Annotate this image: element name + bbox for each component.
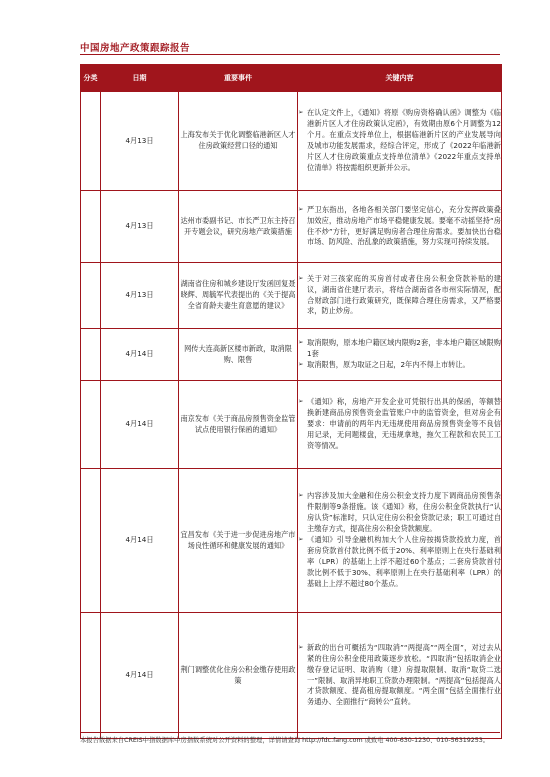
table-row (81, 381, 502, 469)
table-row (81, 92, 502, 191)
content-cell (298, 263, 502, 329)
content-bullet: ➢ 取消限购，原本地户籍区域内限购2套，非本地户籍区域限购1套 (298, 338, 501, 360)
table-row (81, 329, 502, 381)
content-cell (298, 191, 502, 263)
category-cell (81, 469, 101, 613)
category-cell (81, 263, 101, 329)
content-bullet: ➢ 《通知》称，房地产开发企业可凭银行出具的保函，等额替换新建商品房预售资金监管账户中的监管资金，但对房企有要求：申请前的两年内无违规使用商品房预售资金等不良信用记录，无问题楼盘，无违规拿地，拖欠工程款和农民工工资等情况。 (298, 397, 501, 452)
category-cell (81, 381, 101, 469)
event-cell: 宜昌发布《关于进一步促进房地产市场良性循环和健康发展的通知》 (179, 469, 298, 613)
event-cell: 湖南省住房和城乡建设厅发函回复聂晓辉、周毓军代表提出的《关于提高全省育龄夫妻生育意愿的建议》 (179, 263, 298, 329)
content-cell (298, 613, 502, 739)
content-bullet: ➢ 《通知》引导金融机构加大个人住房按揭贷款投放力度，首套房贷款首付款比例不低于20%、利率原则上在央行基础利率（LPR）的基础上上浮不超过60个基点；二套房贷款首付款比例不低于30%、利率原则上在央行基础利率（LPR）的基础上上浮不超过80个基点。 (298, 535, 501, 590)
header-event: 重要事件 (179, 65, 298, 92)
table-row (81, 263, 502, 329)
footer-divider (80, 732, 500, 733)
table-row (81, 613, 502, 739)
content-cell (298, 469, 502, 613)
category-cell (81, 613, 101, 739)
content-cell (298, 329, 502, 381)
date-cell: 4月13日 (101, 263, 179, 329)
header-date: 日期 (101, 65, 179, 92)
content-bullet: ➢ 内容涉及加大金融和住房公积金支持力度下调商品房预售条件限制等9条措施。该《通知》称，住房公积金贷款执行“认房认贷”标准时，只认定住房公积金贷款记录；职工可通过自主缴存方式，提高住房公积金贷款额度。 (298, 491, 501, 535)
content-bullet: ➢ 取消限售，原为取证之日起，2年内不得上市转让。 (298, 360, 501, 371)
date-cell: 4月14日 (101, 329, 179, 381)
content-bullet: ➢ 新政的出台可概括为“四取消”“两提高”“两全面”，对过去从紧的住房公积金使用政策逐步放松。“四取消”包括取消企业缴存登记证明、取消购（建）房提取限制、取消“取贷二选一”限制、取消异地职工贷款办理限制。“两提高”包括提高人才贷款额度、提高租房提取额度。“两全面”包括全面推行业务通办、全面推行“商转公”直转。 (298, 643, 501, 709)
table-row (81, 191, 502, 263)
policy-table (80, 64, 502, 739)
header-divider (80, 54, 500, 55)
category-cell (81, 329, 101, 381)
category-cell (81, 191, 101, 263)
date-cell: 4月13日 (101, 191, 179, 263)
date-cell: 4月14日 (101, 469, 179, 613)
date-cell: 4月14日 (101, 381, 179, 469)
date-cell: 4月14日 (101, 613, 179, 739)
event-cell: 上海发布关于优化调整临港新区人才住房政策经营口径的通知 (179, 92, 298, 191)
content-cell (298, 92, 502, 191)
table-header-row (81, 65, 502, 92)
event-cell: 达州市委副书记、市长严卫东主持召开专题会议，研究房地产政策措施 (179, 191, 298, 263)
date-cell: 4月13日 (101, 92, 179, 191)
event-cell: 荆门调整优化住房公积金缴存使用政策 (179, 613, 298, 739)
event-cell: 南京发布《关于商品房预售资金监管试点使用银行保函的通知》 (179, 381, 298, 469)
category-cell (81, 92, 101, 191)
table-body (81, 92, 502, 739)
table-row (81, 469, 502, 613)
content-bullet: ➢ 关于对三孩家庭的买房首付或者住房公积金贷款补贴的建议，湖南省住建厅表示，将结合湖南省各市州实际情况，配合财政部门进行政策研究，既保障合理住房需求，又严格要求，防止炒房。 (298, 274, 501, 318)
content-cell (298, 381, 502, 469)
report-header-title: 中国房地产政策跟踪报告 (80, 43, 191, 54)
content-bullet: ➢ 在认定文件上，《通知》将原《购房资格确认函》调整为《临港新片区人才住房政策认定函》，有效期由原6个月调整为12个月。在重点支持单位上，根据临港新片区的产业发展导向及城市功能发展需求，经综合评定，形成了《2022年临港新片区人才住房政策重点支持单位清单》《2022年重点支持单位清单》将按需组织更新并公示。 (298, 108, 501, 174)
header-content: 关键内容 (298, 65, 502, 92)
header-category: 分类 (81, 65, 101, 92)
content-bullet: ➢ 严卫东指出，各地各相关部门要坚定信心，充分发挥政策叠加效应，推动房地产市场平稳健康发展。要毫不动摇坚持“房住不炒”方针，更好满足购房者合理住房需求。要加快出台稳市场、防风险、治乱象的政策措施，努力实现可持续发展。 (298, 205, 501, 249)
event-cell: 网传大连高新区楼市新政，取消限购、限售 (179, 329, 298, 381)
footer-note: 本报告数据来自CREIS中指数据库中房指数系统对公开资料的整理，详情请查询 http://fdc.fang.com 或致电 400-630-1230、010-56319253。 (80, 737, 490, 744)
